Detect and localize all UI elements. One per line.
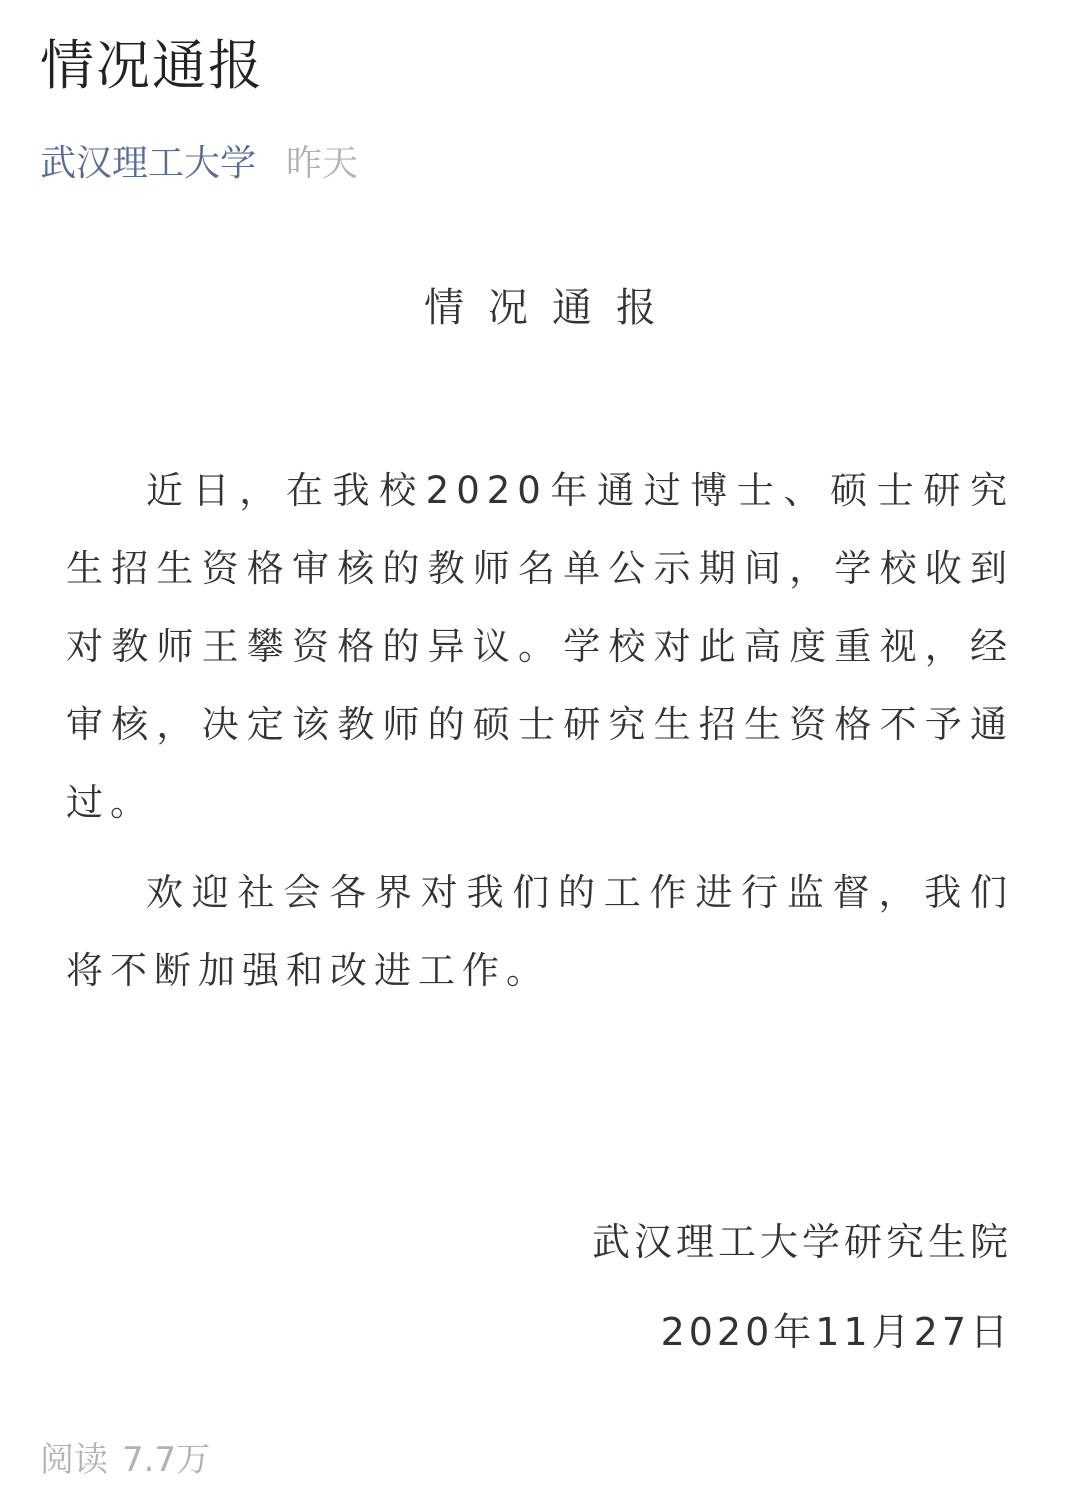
read-count-value: 7.7万 [122,1440,211,1480]
article-title: 情况通报 [40,34,264,97]
notice-date: 2020年11月27日 [660,1310,1012,1354]
account-name-link[interactable]: 武汉理工大学 [40,143,257,184]
read-count [40,1436,210,1484]
publish-time: 昨天 [286,143,359,184]
notice-paragraph-2: 欢迎社会各界对我们的工作进行监督，我们将不断加强和改进工作。 [66,871,1014,992]
notice-signature: 武汉理工大学研究生院 [591,1220,1012,1264]
notice-paragraph-1: 近日，在我校2020年通过博士、硕士研究生招生资格审核的教师名单公示期间，学校收到对教师王攀资格的异议。学校对此高度重视，经审核，决定该教师的硕士研究生招生资格不予通过。 [66,469,1014,824]
read-count-label: 阅读 [40,1440,108,1480]
article-meta [40,140,358,188]
notice-heading: 情况通报 [424,285,680,331]
